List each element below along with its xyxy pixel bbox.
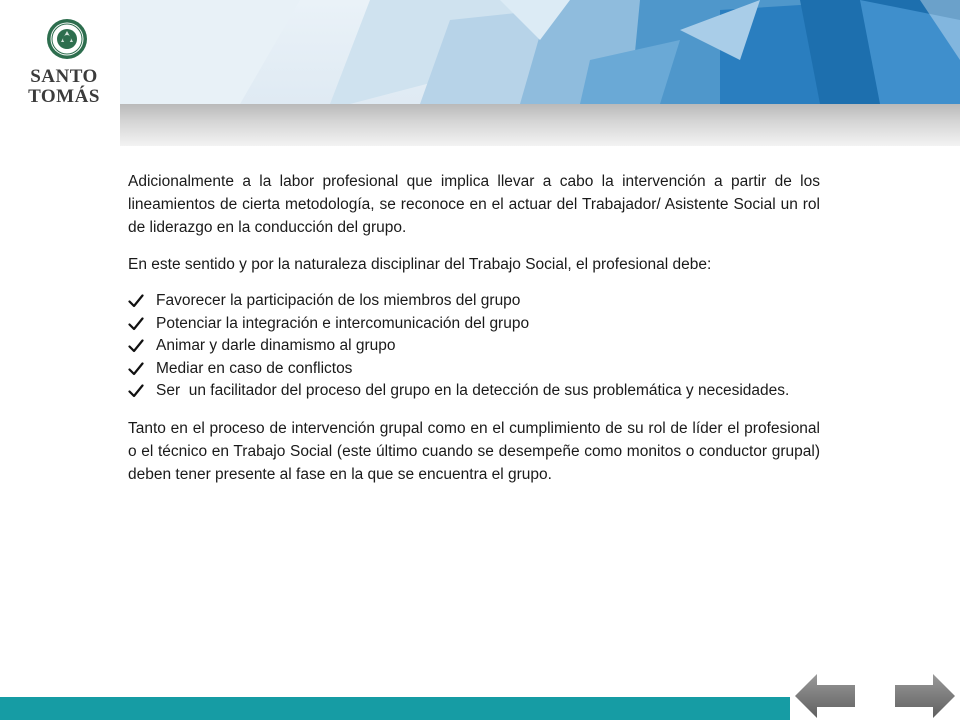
checklist-item-text: Ser un facilitador del proceso del grupo en la detección de sus problemática y necesidades.: [156, 382, 790, 399]
checkmark-icon: [128, 316, 144, 332]
checklist-item: [128, 358, 820, 381]
checklist-item-text: Mediar en caso de conflictos: [156, 359, 353, 377]
checklist-item-text: Favorecer la participación de los miembros del grupo: [156, 292, 521, 309]
banner-shadow-band: [120, 104, 960, 146]
slide-content: [128, 170, 820, 500]
santo-tomas-logo: [0, 0, 120, 120]
paragraph-conclusion: Tanto en el proceso de intervención grupal como en el cumplimiento de su rol de líder el profesional o el técnico en Trabajo Social (este último cuando se desempeñe como monitos o conductor grupal) deben tener presente al fase en la que se encuentra el grupo.: [128, 419, 820, 483]
checklist-item-text: Potenciar la integración e intercomunicación del grupo: [156, 314, 530, 332]
banner-shards-graphic: [120, 0, 960, 104]
checklist-item: [128, 290, 820, 313]
checkmark-icon: [128, 383, 144, 399]
logo-text-line2: TOMÁS: [28, 86, 100, 107]
santo-tomas-seal-icon: [46, 18, 88, 60]
arrow-left-icon: [793, 672, 863, 720]
paragraph-intro: Adicionalmente a la labor profesional que implica llevar a cabo la intervención a partir de los lineamientos de cierta metodología, se reconoce en el actuar del Trabajador/ Asistente Social un rol de liderazgo en la conducción del grupo.: [128, 173, 820, 236]
paragraph-lead-in: En este sentido y por la naturaleza disciplinar del Trabajo Social, el profesional debe:: [128, 256, 712, 273]
checkmark-icon: [128, 361, 144, 377]
checklist-item: [128, 313, 820, 336]
footer-bar: [0, 697, 790, 720]
checklist-item-text: Animar y darle dinamismo al grupo: [156, 337, 396, 354]
header-banner: [120, 0, 960, 104]
checklist-item: [128, 380, 820, 403]
previous-slide-button[interactable]: [793, 672, 863, 720]
checkmark-icon: [128, 338, 144, 354]
next-slide-button[interactable]: [887, 672, 957, 720]
arrow-right-icon: [887, 672, 957, 720]
checklist: [128, 290, 820, 403]
checkmark-icon: [128, 293, 144, 309]
checklist-item: [128, 335, 820, 358]
logo-text-line1: SANTO: [30, 66, 98, 87]
